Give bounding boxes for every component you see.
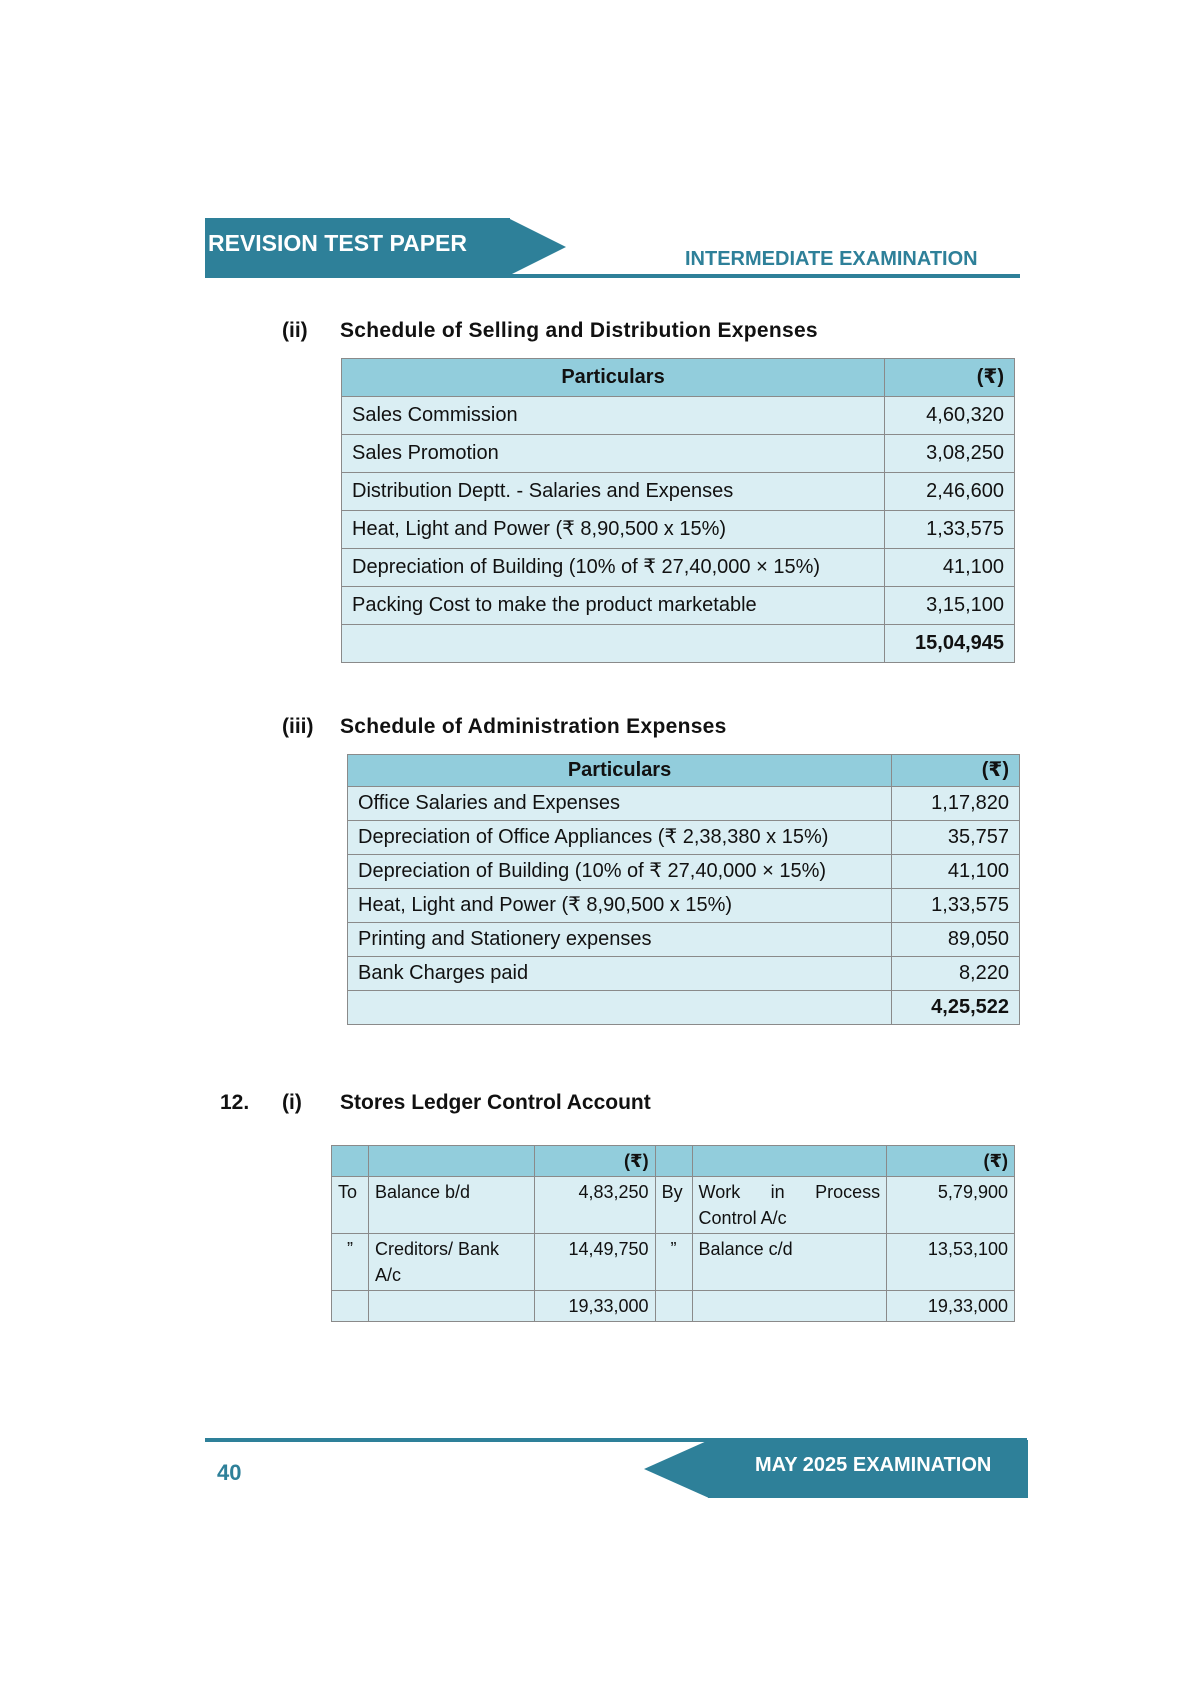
dr-prefix: To [332, 1177, 369, 1234]
total-empty [368, 1291, 534, 1322]
cr-amount: 5,79,900 [887, 1177, 1015, 1234]
cr-amount: 13,53,100 [887, 1234, 1015, 1291]
header-title: REVISION TEST PAPER [208, 230, 468, 256]
row-label: Sales Commission [342, 397, 885, 435]
total-amount: 4,25,522 [892, 991, 1020, 1025]
row-amount: 41,100 [892, 855, 1020, 889]
table-row [342, 549, 1015, 587]
total-label-empty [342, 625, 885, 663]
section-ii-title: Schedule of Selling and Distribution Expenses [340, 319, 818, 342]
dr-prefix: ” [332, 1234, 369, 1291]
ledger-header-row [332, 1146, 1015, 1177]
total-label-empty [348, 991, 892, 1025]
table-total-row [348, 991, 1020, 1025]
cr-prefix: By [655, 1177, 692, 1234]
cr-label: Work in Process Control A/c [692, 1177, 887, 1234]
row-label: Depreciation of Building (10% of ₹ 27,40,000 × 15%) [342, 549, 885, 587]
row-amount: 41,100 [885, 549, 1015, 587]
dr-currency: (₹) [534, 1146, 655, 1177]
ledger-row [332, 1177, 1015, 1234]
dr-label: Balance b/d [368, 1177, 534, 1234]
cr-currency: (₹) [887, 1146, 1015, 1177]
section-iii-title: Schedule of Administration Expenses [340, 715, 727, 738]
col-particulars: Particulars [348, 755, 892, 787]
table-row [342, 397, 1015, 435]
section-12i-number: (i) [282, 1091, 302, 1114]
row-amount: 2,46,600 [885, 473, 1015, 511]
table-total-row [342, 625, 1015, 663]
row-amount: 1,17,820 [892, 787, 1020, 821]
row-amount: 35,757 [892, 821, 1020, 855]
page-number: 40 [217, 1460, 242, 1485]
table-row [342, 435, 1015, 473]
footer-exam-label: MAY 2025 EXAMINATION [755, 1454, 992, 1476]
dr-total: 19,33,000 [534, 1291, 655, 1322]
col-amount: (₹) [892, 755, 1020, 787]
section-ii-number: (ii) [282, 319, 308, 342]
dr-amount: 14,49,750 [534, 1234, 655, 1291]
header-empty [692, 1146, 887, 1177]
cr-label: Balance c/d [692, 1234, 887, 1291]
table-row [348, 821, 1020, 855]
row-label: Office Salaries and Expenses [348, 787, 892, 821]
total-empty [332, 1291, 369, 1322]
row-amount: 1,33,575 [892, 889, 1020, 923]
row-label: Heat, Light and Power (₹ 8,90,500 x 15%) [342, 511, 885, 549]
row-label: Sales Promotion [342, 435, 885, 473]
row-label: Depreciation of Building (10% of ₹ 27,40,000 × 15%) [348, 855, 892, 889]
total-empty [655, 1291, 692, 1322]
header-rule [205, 274, 1020, 278]
header-empty [655, 1146, 692, 1177]
table-row [342, 511, 1015, 549]
table-header-row [342, 359, 1015, 397]
col-amount: (₹) [885, 359, 1015, 397]
footer-arrow-shape [644, 1440, 709, 1498]
table-row [342, 473, 1015, 511]
col-particulars: Particulars [342, 359, 885, 397]
row-amount: 1,33,575 [885, 511, 1015, 549]
header-empty [332, 1146, 369, 1177]
row-amount: 3,08,250 [885, 435, 1015, 473]
row-label: Distribution Deptt. - Salaries and Expenses [342, 473, 885, 511]
dr-amount: 4,83,250 [534, 1177, 655, 1234]
dr-label: Creditors/ Bank A/c [368, 1234, 534, 1291]
row-label: Heat, Light and Power (₹ 8,90,500 x 15%) [348, 889, 892, 923]
row-amount: 4,60,320 [885, 397, 1015, 435]
table-row [348, 787, 1020, 821]
table-row [348, 889, 1020, 923]
selling-distribution-table [341, 358, 1015, 663]
cr-prefix: ” [655, 1234, 692, 1291]
table-row [348, 923, 1020, 957]
row-amount: 3,15,100 [885, 587, 1015, 625]
ledger-row [332, 1234, 1015, 1291]
header-exam-label: INTERMEDIATE EXAMINATION [685, 248, 978, 270]
row-amount: 89,050 [892, 923, 1020, 957]
stores-ledger-table [331, 1145, 1015, 1322]
row-label: Bank Charges paid [348, 957, 892, 991]
cr-total: 19,33,000 [887, 1291, 1015, 1322]
row-amount: 8,220 [892, 957, 1020, 991]
total-amount: 15,04,945 [885, 625, 1015, 663]
header-empty [368, 1146, 534, 1177]
table-row [342, 587, 1015, 625]
row-label: Packing Cost to make the product marketable [342, 587, 885, 625]
row-label: Depreciation of Office Appliances (₹ 2,38,380 x 15%) [348, 821, 892, 855]
table-row [348, 855, 1020, 889]
total-empty [692, 1291, 887, 1322]
section-iii-number: (iii) [282, 715, 314, 738]
table-header-row [348, 755, 1020, 787]
ledger-total-row [332, 1291, 1015, 1322]
section-12i-title: Stores Ledger Control Account [340, 1091, 651, 1114]
row-label: Printing and Stationery expenses [348, 923, 892, 957]
table-row [348, 957, 1020, 991]
administration-table [347, 754, 1020, 1025]
header-arrow-shape [508, 218, 566, 276]
question-number: 12. [220, 1091, 250, 1114]
